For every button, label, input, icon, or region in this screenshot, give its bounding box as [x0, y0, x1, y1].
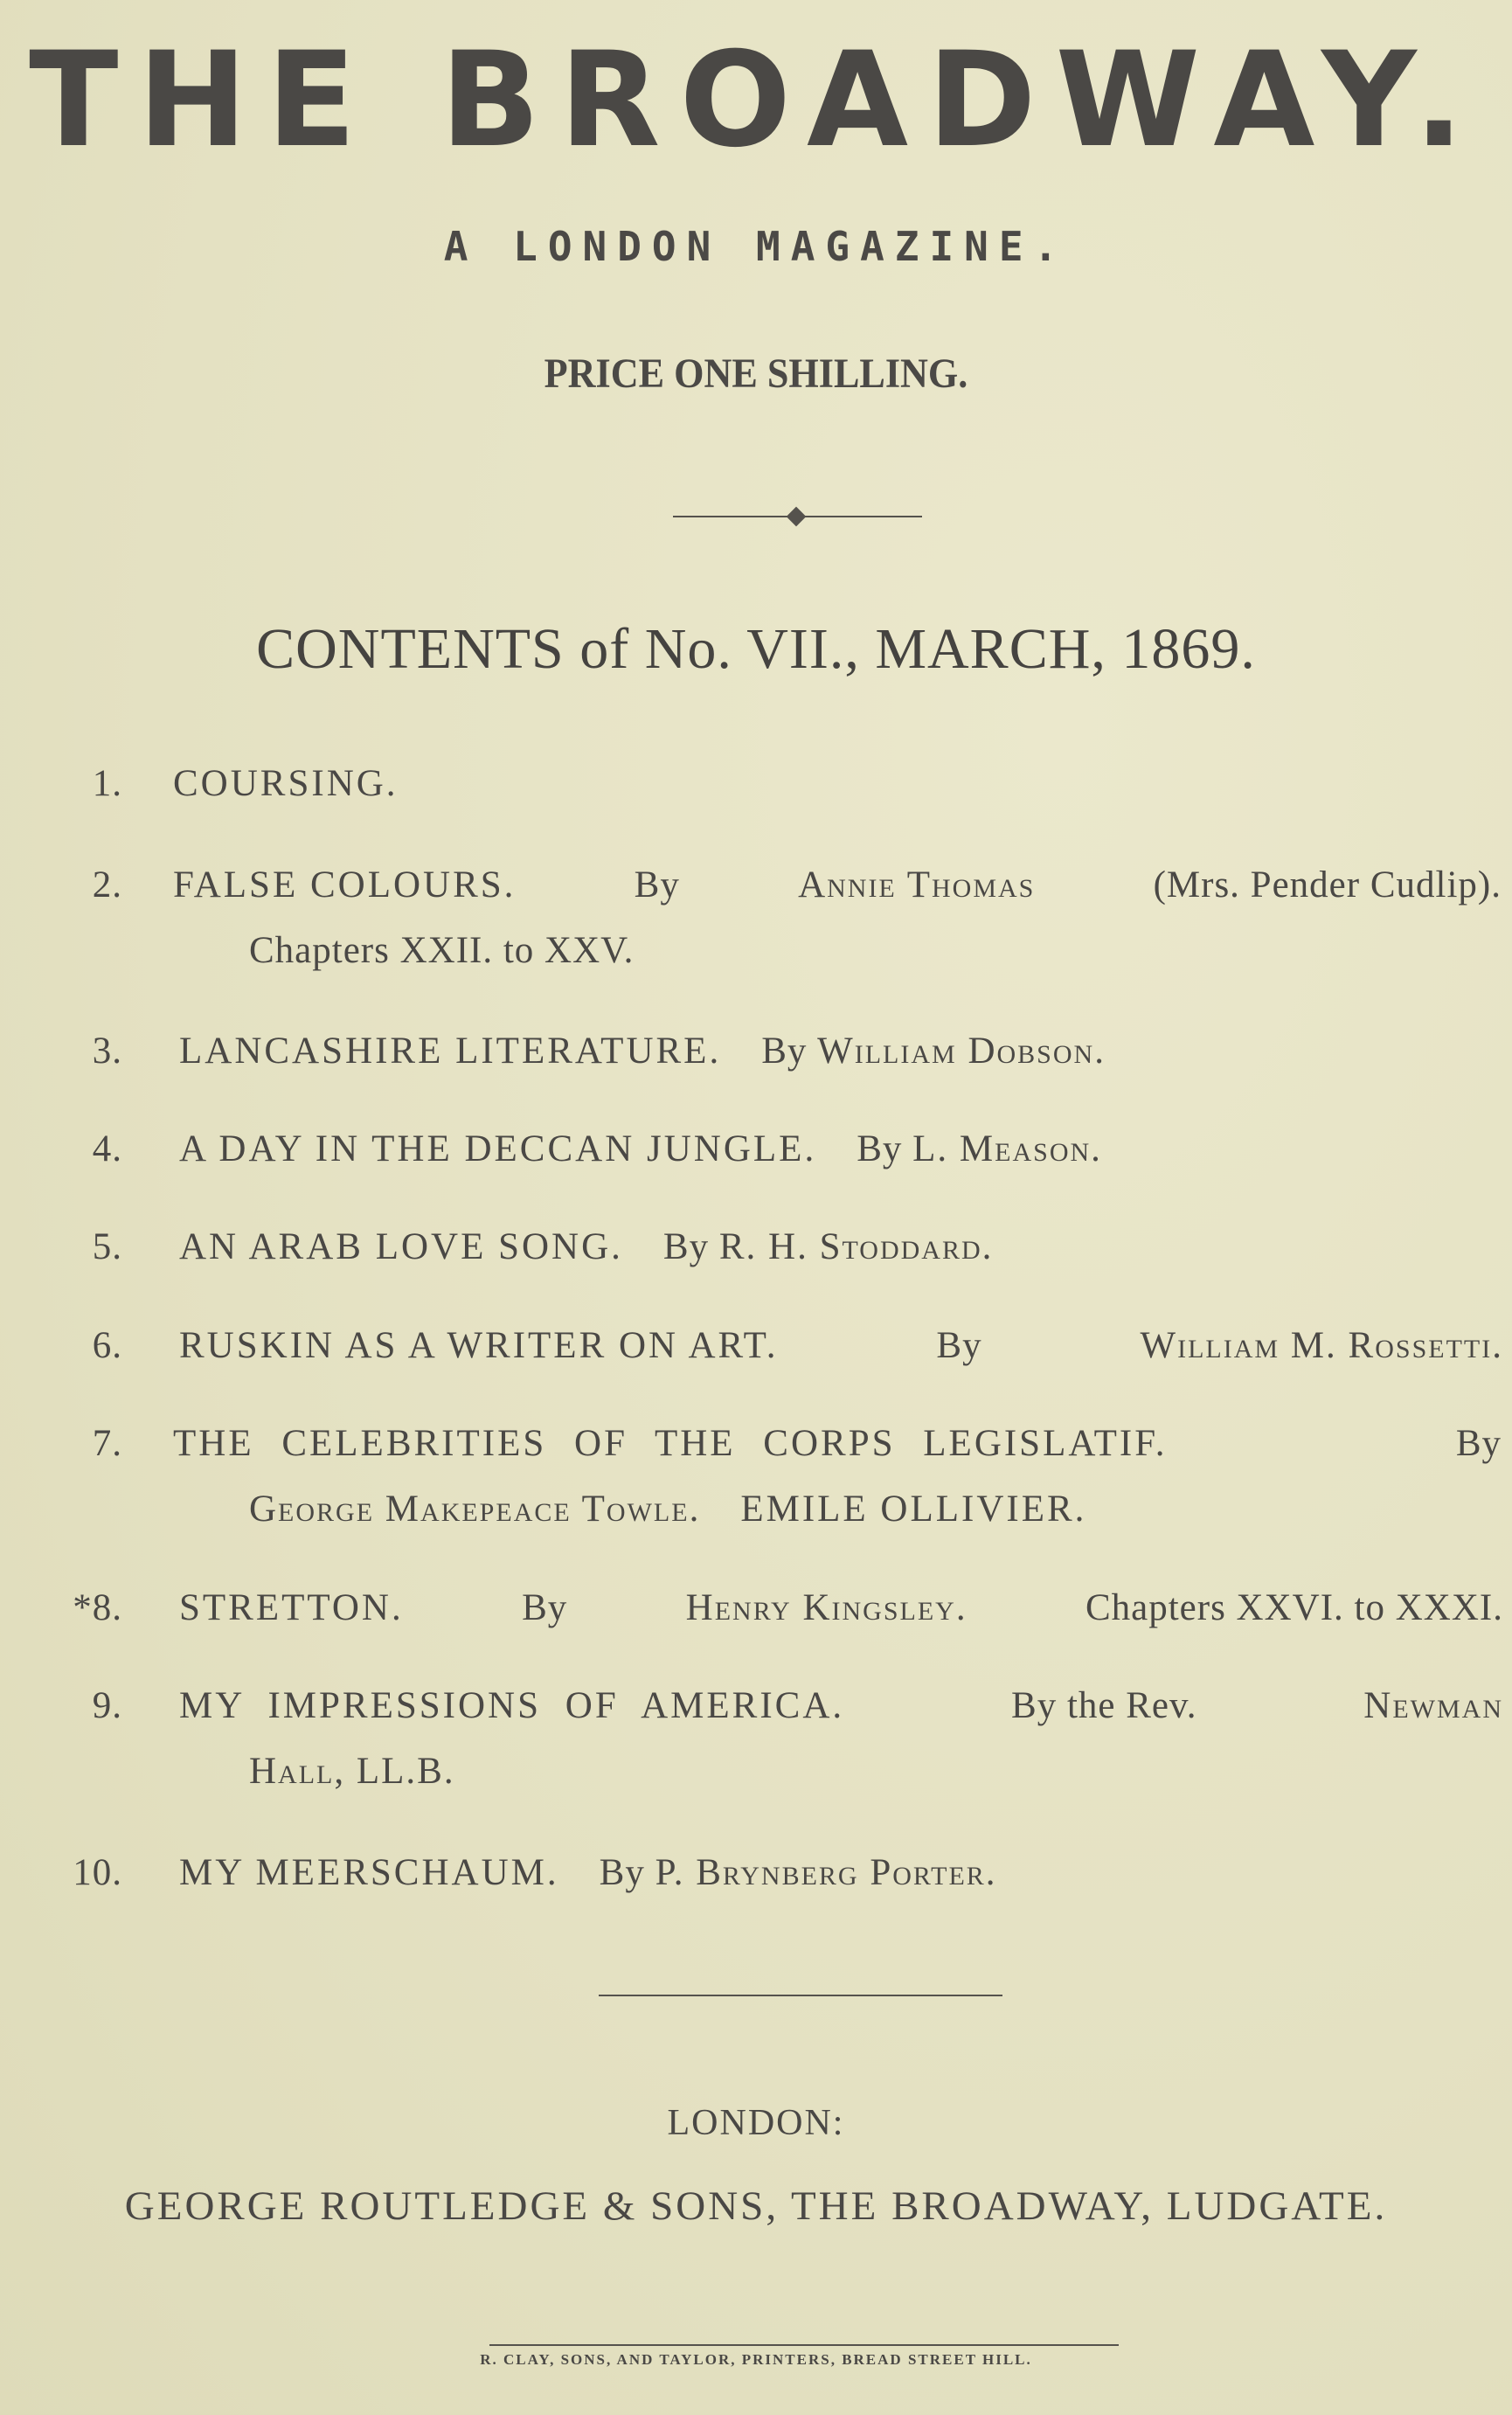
item-number: *8. — [73, 1587, 122, 1628]
item-author: Henry Kingsley. — [685, 1587, 968, 1628]
item-title: MY IMPRESSIONS OF AMERICA. By the Rev. Newman — [179, 1685, 1503, 1726]
price-line: PRICE ONE SHILLING. — [544, 350, 968, 397]
item-title: COURSING. — [173, 763, 399, 804]
item-note: (Mrs. Pender Cudlip). — [1153, 864, 1502, 906]
item-author: Annie Thomas — [798, 864, 1036, 906]
item-byline: By — [634, 864, 680, 906]
magazine-subtitle: A LONDON MAGAZINE. — [443, 223, 1069, 270]
item-author: R. H. Stoddard. — [718, 1226, 994, 1267]
printer-rule — [489, 2344, 1119, 2346]
item-continuation — [249, 1750, 455, 1793]
item-number: 1. — [92, 763, 122, 804]
item-title: RUSKIN AS A WRITER ON ART. By William M. Rossetti. — [179, 1325, 1503, 1366]
item-note: Chapters XXVI. to XXXI. — [1085, 1587, 1503, 1628]
item-title: THE CELEBRITIES OF THE CORPS LEGISLATIF. By — [173, 1423, 1502, 1464]
item-number: 7. — [92, 1423, 122, 1464]
item-title: A DAY IN THE DECCAN JUNGLE. By L. Meason. — [179, 1128, 1102, 1169]
item-author: William Dobson. — [817, 1031, 1106, 1072]
item-number: 3. — [92, 1031, 122, 1072]
item-number: 5. — [92, 1226, 122, 1267]
masthead-title: THE BROADWAY. — [29, 24, 1483, 177]
item-author: George Makepeace Towle. — [249, 1489, 701, 1530]
printer-line: R. CLAY, SONS, AND TAYLOR, PRINTERS, BREAD STREET HILL. — [480, 2351, 1032, 2368]
item-title: MY MEERSCHAUM. By P. Brynberg Porter. — [179, 1852, 997, 1893]
publisher-line: GEORGE ROUTLEDGE & SONS, THE BROADWAY, LUDGATE. — [124, 2183, 1388, 2229]
item-title: FALSE COLOURS. By Annie Thomas (Mrs. Pender Cudlip). — [173, 864, 1502, 906]
item-author: L. Meason. — [912, 1128, 1102, 1169]
item-author: Hall, LL.B. — [249, 1751, 455, 1792]
item-title: LANCASHIRE LITERATURE. By William Dobson. — [179, 1031, 1106, 1072]
item-number: 6. — [92, 1325, 122, 1366]
item-title: AN ARAB LOVE SONG. By R. H. Stoddard. — [179, 1226, 994, 1267]
item-author: Newman — [1363, 1685, 1503, 1726]
item-continuation: Chapters XXII. to XXV. — [249, 930, 635, 971]
item-continuation: George Makepeace Towle. EMILE OLLIVIER. — [249, 1489, 1087, 1530]
imprint-city: LONDON: — [667, 2103, 845, 2143]
item-author: William M. Rossetti. — [1140, 1325, 1503, 1366]
item-title: STRETTON. By Henry Kingsley. Chapters XXVI. to XXXI. — [179, 1587, 1503, 1628]
item-number: 4. — [92, 1128, 122, 1169]
item-number: 10. — [73, 1852, 122, 1893]
divider-rule — [599, 1995, 1002, 1996]
item-number: 9. — [92, 1685, 122, 1726]
item-number: 2. — [92, 864, 122, 906]
item-author: P. Brynberg Porter. — [655, 1852, 997, 1893]
contents-heading: CONTENTS of No. VII., MARCH, 1869. — [256, 617, 1256, 681]
